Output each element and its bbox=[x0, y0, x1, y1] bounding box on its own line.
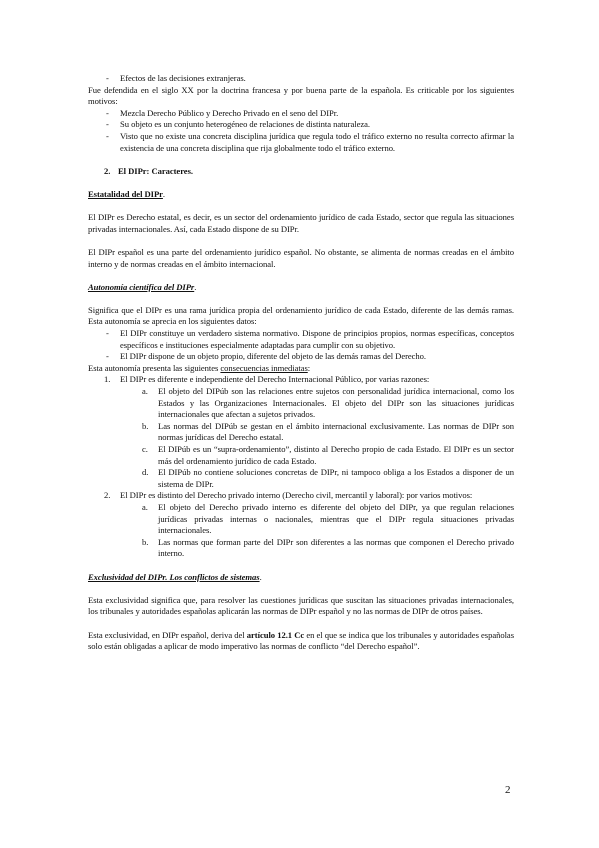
p2-suffix: en el que se indica que los tribunales y autoridades españolas solo están obligadas a aplicar de modo imperativo las normas de conflicto “del Derecho español”. bbox=[88, 629, 514, 652]
list-item: - El DIPr constituye un verdadero sistema normativo. Dispone de principios propios, normas específicas, conceptos específicos e instituciones especialmente adaptadas para cumplir con su objetivo. bbox=[88, 328, 514, 351]
sub-item bbox=[88, 537, 514, 560]
estatalidad-heading: Estatalidad del DIPr bbox=[88, 188, 163, 199]
sub-marker: c. bbox=[142, 444, 148, 454]
top-dash-list bbox=[88, 73, 514, 85]
heading-period: . bbox=[194, 281, 197, 292]
sub-item bbox=[88, 386, 514, 421]
item-marker: 1. bbox=[104, 374, 111, 385]
sub-text: El DIPúb es un “supra-ordenamiento”, distinto al Derecho propio de cada Estado. El DIPr es un sector más del ordenamiento jurídico de cada Estado. bbox=[158, 444, 514, 466]
consequences-link: consecuencias inmediatas bbox=[220, 362, 308, 373]
sub-item bbox=[88, 444, 514, 467]
autonomia-paragraph: Significa que el DIPr es una rama jurídica propia del ordenamiento jurídico de cada Estado, diferente de las demás ramas. Esta autonomía se aprecia en los siguientes datos: bbox=[88, 304, 514, 327]
sub-marker: b. bbox=[142, 536, 149, 547]
section-2-heading bbox=[88, 166, 514, 178]
estatalidad-heading-line bbox=[88, 189, 514, 201]
consequences-suffix: : bbox=[307, 362, 311, 373]
page-number: 2 bbox=[505, 784, 511, 796]
sub-marker: b. bbox=[142, 420, 149, 431]
item-marker: 2. bbox=[104, 490, 111, 501]
sub-text: El objeto del DIPúb son las relaciones entre sujetos con personalidad jurídica internacional, como los Estados y las Organizaciones Internacionales. El objeto del DIPr son las situaciones jurídicas internacionales que afectan a sujetos privados. bbox=[158, 386, 514, 420]
p2-prefix: Esta exclusividad, en DIPr español, deriva del bbox=[88, 629, 247, 640]
sub-text: Las normas que forman parte del DIPr son diferentes a las normas que componen el Derecho privado interno. bbox=[158, 536, 514, 559]
item-text: El DIPr es distinto del Derecho privado interno (Derecho civil, mercantil y laboral): por varios motivos: bbox=[120, 490, 473, 501]
item-text: El DIPr es diferente e independiente del Derecho Internacional Público, por varias razones: bbox=[120, 374, 430, 385]
consequences-prefix: Esta autonomía presenta las siguientes bbox=[88, 362, 221, 373]
criticisms-list bbox=[88, 108, 514, 154]
sub-list bbox=[88, 386, 514, 490]
heading-period: . bbox=[259, 571, 262, 582]
heading-period: . bbox=[162, 188, 166, 199]
list-item: - Efectos de las decisiones extranjeras. bbox=[88, 73, 514, 85]
estatalidad-paragraph-2: El DIPr español es una parte del ordenamiento jurídico español. No obstante, se alimenta de normas creadas en el ámbito interno y de normas creadas en el ámbito internacional. bbox=[88, 246, 514, 269]
page-content bbox=[88, 73, 514, 653]
consequence-item bbox=[88, 490, 514, 560]
sub-item bbox=[88, 421, 514, 444]
sub-marker: d. bbox=[142, 467, 149, 478]
intro-paragraph: Fue defendida en el siglo XX por la doctrina francesa y por buena parte de la española. Es criticable por los siguientes motivos: bbox=[88, 84, 514, 107]
autonomia-heading: Autonomía científica del DIPr bbox=[88, 281, 195, 292]
list-item: - Mezcla Derecho Público y Derecho Privado en el seno del DIPr. bbox=[88, 108, 514, 120]
consequences-line bbox=[88, 363, 514, 375]
autonomia-data-list bbox=[88, 328, 514, 363]
article-reference: artículo 12.1 Cc bbox=[246, 629, 305, 640]
sub-marker: a. bbox=[142, 386, 148, 397]
section-number: 2. bbox=[104, 165, 111, 176]
section-title: El DIPr: Caracteres. bbox=[118, 165, 193, 176]
estatalidad-paragraph-1: El DIPr es Derecho estatal, es decir, es un sector del ordenamiento jurídico de cada Estado, sector que regula las situaciones privadas internacionales. Así, cada Estado dispone de su DIPr. bbox=[88, 212, 514, 234]
consequences-list bbox=[88, 374, 514, 560]
exclusividad-paragraph-2 bbox=[88, 630, 514, 653]
sub-item bbox=[88, 502, 514, 537]
autonomia-heading-line bbox=[88, 282, 514, 294]
exclusividad-heading-line bbox=[88, 572, 514, 584]
sub-text: El objeto del Derecho privado interno es diferente del objeto del DIPr, ya que regulan relaciones jurídicas privadas internas o nacionales, mientras que el DIPr regula situaciones privadas internacionales. bbox=[158, 501, 514, 536]
list-item: - El DIPr dispone de un objeto propio, diferente del objeto de las demás ramas del Derecho. bbox=[88, 351, 514, 363]
consequence-item bbox=[88, 374, 514, 490]
sub-list bbox=[88, 502, 514, 560]
list-item: - Su objeto es un conjunto heterogéneo de relaciones de distinta naturaleza. bbox=[88, 119, 514, 131]
exclusividad-heading: Exclusividad del DIPr. Los conflictos de sistemas bbox=[88, 571, 260, 582]
sub-text: Las normas del DIPúb se gestan en el ámbito internacional exclusivamente. Las normas de DIPr son normas jurídicas del Derecho estatal. bbox=[158, 420, 514, 443]
sub-marker: a. bbox=[142, 501, 148, 512]
exclusividad-paragraph-1: Esta exclusividad significa que, para resolver las cuestiones jurídicas que suscitan las situaciones privadas internacionales, los tribunales y autoridades españolas aplicarán las normas de DIPr español y no las normas de DIPr de otros países. bbox=[88, 594, 514, 617]
sub-item bbox=[88, 467, 514, 490]
sub-text: El DIPúb no contiene soluciones concretas de DIPr, ni tampoco obliga a los Estados a disponer de un sistema de DIPr. bbox=[158, 467, 514, 489]
list-item: - Visto que no existe una concreta disciplina jurídica que regula todo el tráfico externo no resulta correcto afirmar la existencia de una concreta disciplina que rija globalmente todo el tráfico externo. bbox=[88, 131, 514, 154]
